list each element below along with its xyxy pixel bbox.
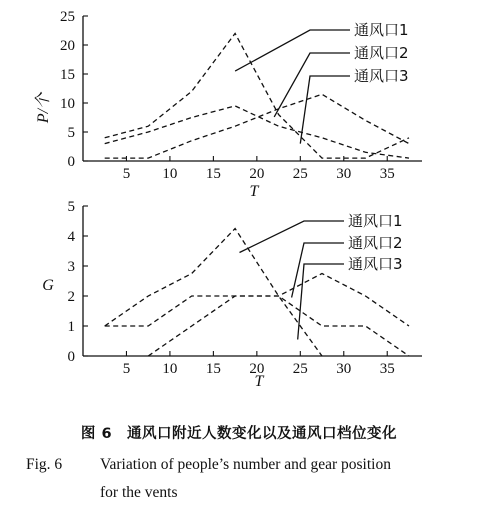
y-tick-label: 3 — [67, 259, 75, 275]
figure-caption-label: Fig. 6 — [26, 456, 63, 473]
y-tick-label: 15 — [60, 67, 75, 83]
x-tick-label: 35 — [379, 166, 395, 182]
y-tick-label: 0 — [67, 349, 75, 365]
x-tick-label: 10 — [162, 361, 178, 377]
y-tick-label: 1 — [67, 319, 75, 335]
legend-label-vent-3: 通风口3 — [354, 67, 409, 85]
x-tick-label: 5 — [122, 166, 131, 182]
figure-caption-line-2: for the vents — [100, 484, 178, 501]
figure-caption-english — [26, 451, 466, 507]
legend-leader-vent-1 — [240, 221, 345, 253]
y-tick-label: 10 — [60, 96, 75, 112]
legend-label-vent-1: 通风口1 — [348, 212, 403, 230]
legend-leader-vent-3 — [298, 264, 344, 340]
legend-leader-vent-2 — [292, 243, 344, 298]
figure-caption-chinese: 图 6 通风口附近人数变化以及通风口档位变化 — [80, 426, 398, 442]
y-tick-label: 0 — [67, 154, 75, 170]
x-tick-label: 5 — [122, 361, 131, 377]
x-tick-label: 25 — [292, 361, 308, 377]
series-line-vent-2 — [105, 106, 409, 158]
legend-label-vent-2: 通风口2 — [348, 234, 403, 252]
chart-vent-occupancy — [34, 9, 422, 200]
y-tick-label: 4 — [67, 229, 75, 245]
y-tick-label: 2 — [67, 289, 75, 305]
series-line-vent-3 — [148, 274, 409, 357]
chart-vent-gear — [42, 199, 422, 390]
x-tick-label: 20 — [249, 166, 265, 182]
x-tick-label: 25 — [292, 166, 308, 182]
y-tick-label: 5 — [67, 125, 75, 141]
y-axis-label: P/个 — [35, 92, 52, 124]
y-tick-label: 20 — [60, 38, 75, 54]
series-line-vent-1 — [105, 229, 322, 357]
series-line-vent-2 — [105, 296, 409, 356]
x-tick-label: 35 — [379, 361, 395, 377]
legend-label-vent-1: 通风口1 — [354, 21, 409, 39]
series-line-vent-3 — [105, 94, 409, 158]
y-axis-label: G — [42, 277, 54, 294]
y-tick-label: 25 — [60, 9, 75, 25]
x-axis-label: T — [249, 183, 259, 200]
x-tick-label: 30 — [336, 166, 352, 182]
legend-leader-vent-2 — [274, 53, 350, 117]
x-tick-label: 30 — [336, 361, 352, 377]
x-tick-label: 15 — [205, 166, 221, 182]
legend-label-vent-3: 通风口3 — [348, 255, 403, 273]
x-tick-label: 10 — [162, 166, 178, 182]
x-tick-label: 15 — [205, 361, 221, 377]
x-axis-label: T — [254, 373, 264, 390]
legend-leader-vent-1 — [235, 30, 350, 71]
x-tick-label: 20 — [249, 361, 265, 377]
y-tick-label: 5 — [67, 199, 75, 215]
legend-label-vent-2: 通风口2 — [354, 44, 409, 62]
figure-caption-line-1: Variation of people’s number and gear position — [100, 456, 391, 473]
